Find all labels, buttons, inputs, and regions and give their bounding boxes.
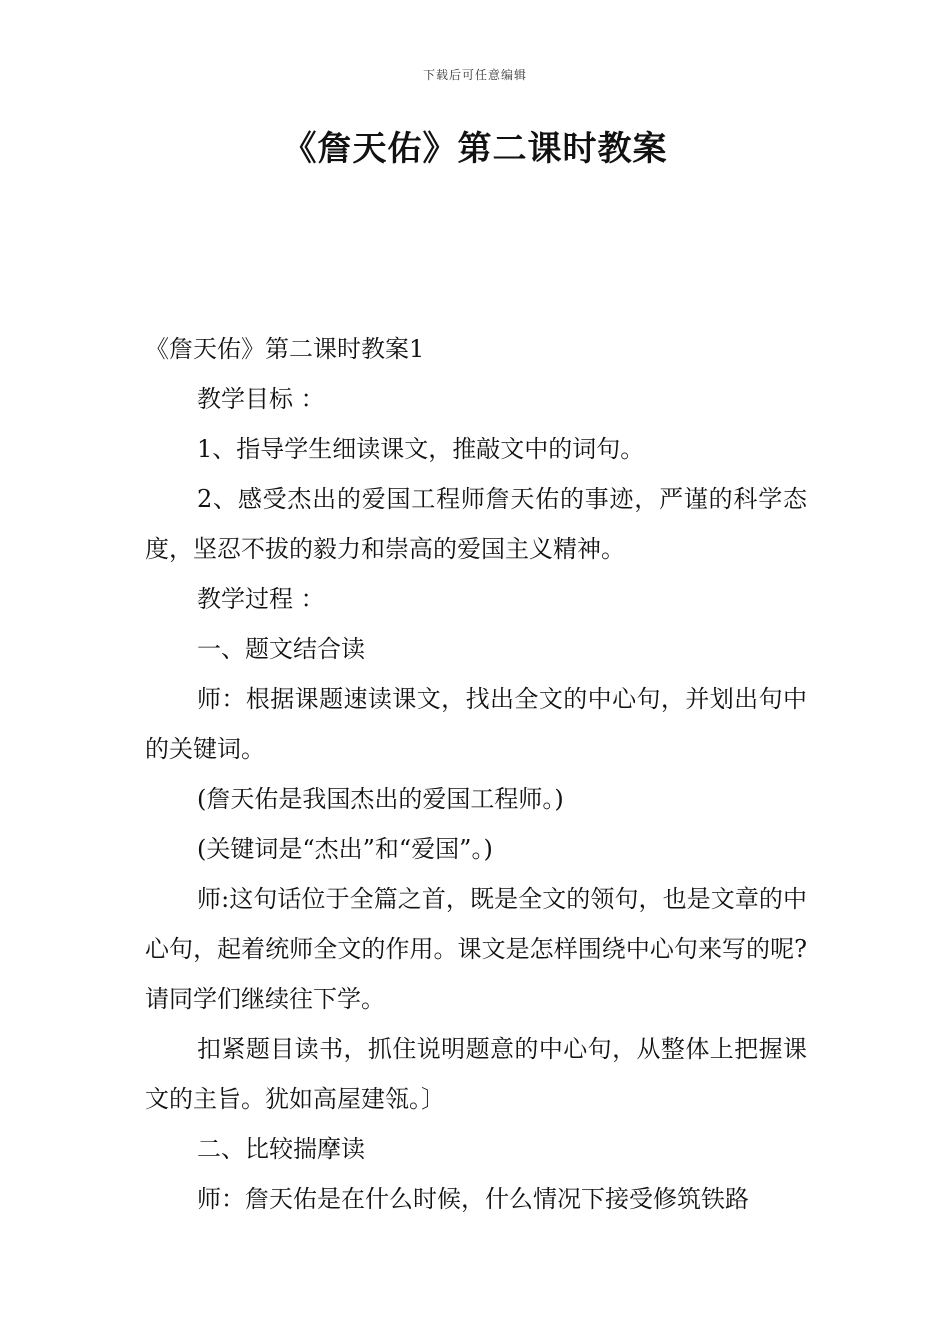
step-2-heading: 二、比较揣摩读 [197,1135,365,1163]
goal-item-2: 2、感受杰出的爱国工程师詹天佑的事迹，严谨的科学态度，坚忍不拔的毅力和崇高的爱国主义精神。 [145,485,807,563]
goal-item-1: 1、指导学生细读课文，推敲文中的词句。 [197,435,645,463]
answer-paragraph: (关键词是“杰出”和“爱国”。) [197,835,493,863]
section-heading: 《詹天佑》第二课时教案1 [145,335,425,363]
teaching-process-heading: 教学过程 ： [197,585,325,613]
answer-paragraph: (詹天佑是我国杰出的爱国工程师。) [197,785,564,813]
teacher-paragraph: 师：詹天佑是在什么时候，什么情况下接受修筑铁路 [197,1185,749,1213]
teacher-paragraph: 师：根据课题速读课文，找出全文的中心句，并划出句中的关键词。 [145,685,807,763]
note-paragraph: 扣紧题目读书，抓住说明题意的中心句，从整体上把握课文的主旨。犹如高屋建瓴。〕 [145,1035,807,1113]
document-title: 《詹天佑》第二课时教案 [282,129,668,169]
page-header-note: 下载后可任意编辑 [422,68,527,82]
step-1-heading: 一、题文结合读 [197,635,365,663]
teacher-paragraph: 师:这句话位于全篇之首，既是全文的领句，也是文章的中心句，起着统师全文的作用。课文是怎样围绕中心句来写的呢?请同学们继续往下学。 [145,885,807,1013]
teaching-goals-heading: 教学目标 ： [197,385,325,413]
document-body [145,324,807,1224]
